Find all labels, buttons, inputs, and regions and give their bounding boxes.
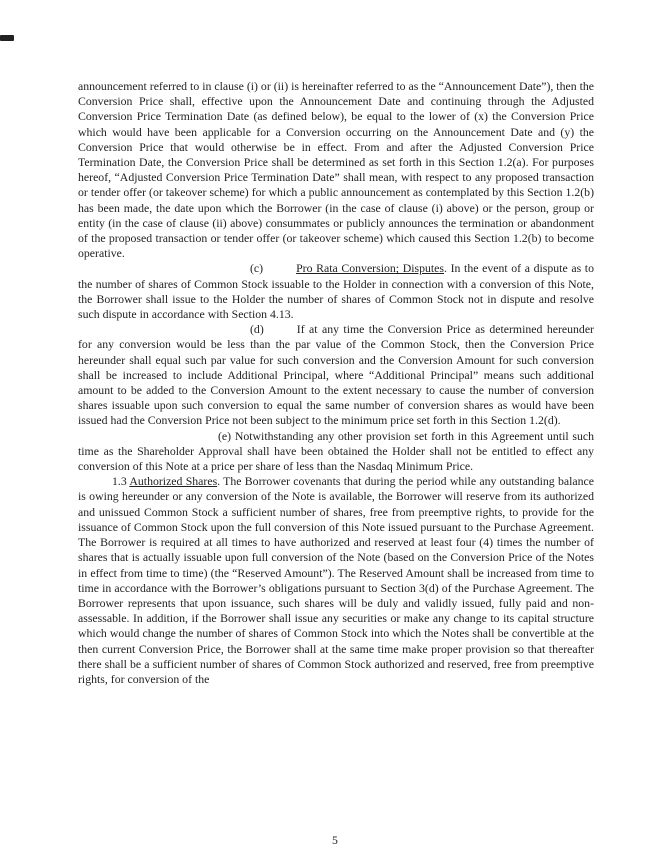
clause-e-text: Notwithstanding any other provision set forth in this Agreement until such time as the Shareholder Approval shall have been obtained the Holder shall not be entitled to effect any conversion of this Note at a price per share of less than the Nasdaq Minimum Price. <box>78 428 594 474</box>
clause-e-label: (e) <box>218 428 232 443</box>
paragraph-clause-d <box>78 322 594 428</box>
section-1-3-number: 1.3 <box>112 474 127 489</box>
clause-c-text: . In the event of a dispute as to the number of shares of Common Stock issuable to the Holder in connection with a conversion of this Note, the Borrower shall issue to the Holder the number of shares of Common Stock not in dispute and resolve such dispute in accordance with Section 4.13. <box>78 261 594 322</box>
paragraph-clause-e <box>78 429 594 475</box>
page-number: 5 <box>332 833 338 847</box>
clause-c-heading: Pro Rata Conversion; Disputes <box>296 261 444 276</box>
clause-d-label: (d) <box>250 322 264 337</box>
clause-d-text: If at any time the Conversion Price as determined hereunder for any conversion would be less than the par value of the Common Stock, then the Conversion Price hereunder shall equal such par value for such conversion and the Conversion Amount for such conversion shall be increased to include Additional Principal, where “Additional Principal” means such additional amount to be added to the Conversion Amount to the extent necessary to cause the number of conversion shares issuable upon such conversion to equal the same number of conversion shares as would have been issued had the Conversion Price not been subject to the minimum price set forth in this Section 1.2(d). <box>78 322 594 428</box>
section-1-3-text: . The Borrower covenants that during the period while any outstanding balance is owing hereunder or any conversion of the Note is available, the Borrower will reserve from its authorized and unissued Common Stock a sufficient number of shares, free from preemptive rights, to provide for the issuance of Common Stock upon the full conversion of this Note issued pursuant to the Purchase Agreement. The Borrower is required at all times to have authorized and reserved at least four (4) times the number of shares that is actually issuable upon full conversion of the Note (based on the Conversion Price of the Notes in effect from time to time) (the “Reserved Amount”). The Reserved Amount shall be increased from time to time in accordance with the Borrower’s obligations pursuant to Section 3(d) of the Purchase Agreement. The Borrower represents that upon issuance, such shares will be duly and validly issued, fully paid and non-assessable. In addition, if the Borrower shall issue any securities or make any change to its capital structure which would change the number of shares of Common Stock into which the Notes shall be convertible at the then current Conversion Price, the Borrower shall at the same time make proper provision so that thereafter there shall be a sufficient number of shares of Common Stock authorized and reserved, free from preemptive rights, for conversion of the <box>78 474 594 686</box>
section-1-3-heading: Authorized Shares <box>129 474 218 489</box>
document-body <box>78 79 594 687</box>
clause-c-label: (c) <box>250 261 264 276</box>
paragraph-announcement-continuation: announcement referred to in clause (i) or (ii) is hereinafter referred to as the “Announcement Date”), then the Conversion Price shall, effective upon the Announcement Date and continuing through the Adjusted Conversion Price Termination Date (as defined below), be equal to the lower of (x) the Conversion Price which would have been applicable for a Conversion occurring on the Announcement Date and (y) the Conversion Price that would otherwise be in effect. From and after the Adjusted Conversion Price Termination Date, the Conversion Price shall be determined as set forth in this Section 1.2(a). For purposes hereof, “Adjusted Conversion Price Termination Date” shall mean, with respect to any proposed transaction or tender offer (or takeover scheme) for which a public announcement as contemplated by this Section 1.2(b) has been made, the date upon which the Borrower (in the case of clause (i) above) or the person, group or entity (in the case of clause (ii) above) consummates or publicly announces the termination or abandonment of the proposed transaction or tender offer (or takeover scheme) which caused this Section 1.2(b) to become operative. <box>78 79 594 261</box>
scan-artifact-mark <box>0 35 14 41</box>
paragraph-section-1-3 <box>78 474 594 687</box>
paragraph-clause-c <box>78 261 594 322</box>
